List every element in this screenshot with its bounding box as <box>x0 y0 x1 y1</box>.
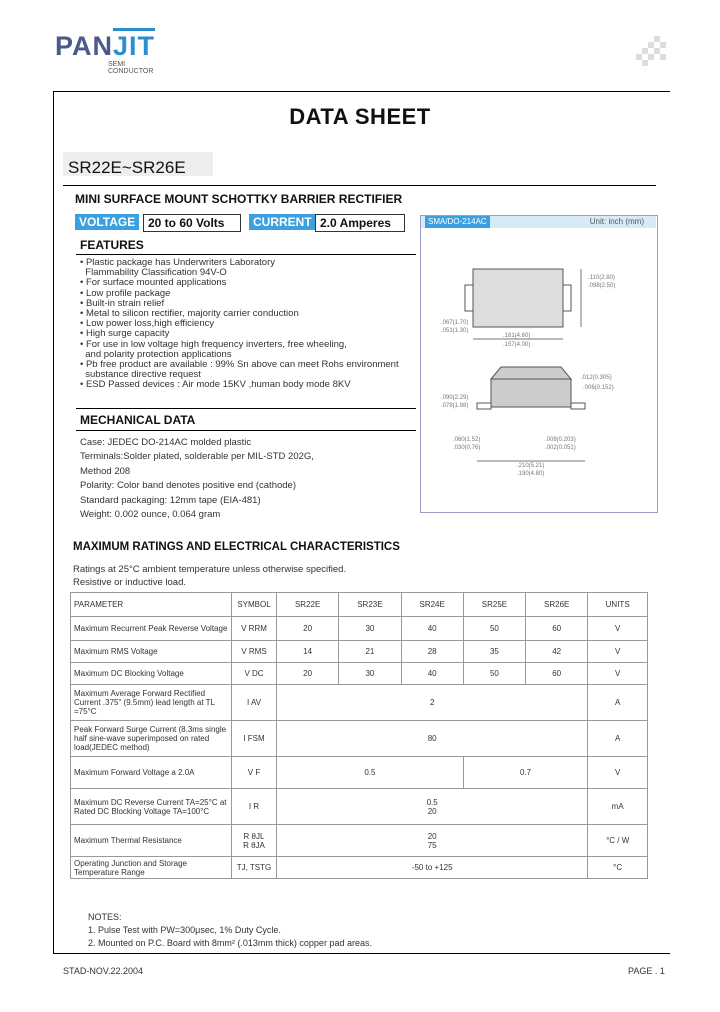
logo-sub-conductor: CONDUCTOR <box>108 68 154 75</box>
dim-label-13: .067(1.70) <box>441 320 469 326</box>
ratings-note-2: Resistive or inductive load. <box>73 577 186 588</box>
mechanical-item: Method 208 <box>80 465 131 477</box>
value-cell: 30 <box>339 617 401 641</box>
frame-left <box>53 91 54 953</box>
symbol-text: V DC <box>244 669 264 678</box>
table-row <box>71 825 648 857</box>
param-cell: Maximum RMS Voltage <box>71 641 232 663</box>
param-cell: Peak Forward Surge Current (8.3ms single half sine-wave superimposed on rated load(JEDEC method) <box>71 721 232 757</box>
ratings-note-1: Ratings at 25°C ambient temperature unless otherwise specified. <box>73 564 347 575</box>
mechanical-list <box>80 436 314 522</box>
value-text: 20 <box>427 831 437 841</box>
frame-top <box>53 91 670 92</box>
symbol-cell <box>232 641 277 663</box>
feature-item: • High surge capacity <box>80 328 170 340</box>
value-text: -50 to +125 <box>411 863 453 872</box>
dim-label-7: .008(0.203) <box>545 437 576 443</box>
dim-label-12: .098(2.50) <box>588 283 616 289</box>
mechanical-item: Weight: 0.002 ounce, 0.064 gram <box>80 509 221 521</box>
value-cell: 60 <box>526 617 588 641</box>
symbol-text: V RRM <box>241 624 267 633</box>
symbol-cell <box>232 685 277 721</box>
value-cell: 28 <box>401 641 463 663</box>
note-1: 1. Pulse Test with PW=300μsec, 1% Duty Cycle. <box>88 925 281 935</box>
table-row <box>71 685 648 721</box>
dim-label-11: .110(2.80) <box>588 275 615 281</box>
voltage-tag: VOLTAGE <box>75 214 139 230</box>
value-cell <box>277 789 588 825</box>
unit-cell: °C <box>588 857 648 879</box>
param-cell: Maximum DC Blocking Voltage <box>71 663 232 685</box>
dim-label-2: .157(4.00) <box>503 342 531 348</box>
feature-item: and polarity protection applications <box>80 348 232 360</box>
param-cell: Maximum Thermal Resistance <box>71 825 232 857</box>
value-cell: 50 <box>463 617 525 641</box>
decorative-checker <box>636 36 666 66</box>
package-name: SMA/DO-214AC <box>425 216 490 228</box>
mechanical-item: Polarity: Color band denotes positive end (cathode) <box>80 480 296 492</box>
package-side-lead-left <box>477 403 491 409</box>
series-name: SR22E~SR26E <box>68 158 186 177</box>
current-tag: CURRENT <box>249 214 316 230</box>
package-lead-left <box>465 285 473 311</box>
feature-item: • Metal to silicon rectifier, majority carrier conduction <box>80 308 299 320</box>
current-value: 2.0 Amperes <box>315 214 405 232</box>
unit-cell: V <box>588 641 648 663</box>
value-cell <box>277 825 588 857</box>
feature-item: • For surface mounted applications <box>80 277 227 289</box>
value-cell: 40 <box>401 663 463 685</box>
feature-item: • Plastic package has Underwriters Laboratory <box>80 257 276 268</box>
param-cell: Operating Junction and Storage Temperature Range <box>71 857 232 879</box>
value-cell: 60 <box>526 663 588 685</box>
value-cell: 0.7 <box>463 757 588 789</box>
unit-cell: A <box>588 721 648 757</box>
mechanical-item: Standard packaging: 12mm tape (EIA-481) <box>80 494 261 506</box>
package-header <box>421 216 656 228</box>
value-text: 80 <box>427 734 437 743</box>
symbol-text: I R <box>248 802 260 811</box>
table-header-cell: SR26E <box>526 593 588 617</box>
mech-rule-top <box>76 408 416 409</box>
table-header-cell: SR24E <box>401 593 463 617</box>
symbol-cell <box>232 757 277 789</box>
dim-label-6: .030(0.76) <box>453 445 481 451</box>
table-row <box>71 757 648 789</box>
symbol-text-2: R θJA <box>243 840 265 850</box>
table-row <box>71 721 648 757</box>
package-top-body <box>473 269 563 327</box>
feature-item: • Low profile package <box>80 287 171 299</box>
dim-label-14: .051(1.30) <box>441 328 469 334</box>
table-header-cell: SYMBOL <box>232 593 277 617</box>
dim-label-5: .060(1.52) <box>453 437 481 443</box>
param-cell: Maximum DC Reverse Current TA=25°C at Rated DC Blocking Voltage TA=100°C <box>71 789 232 825</box>
table-row <box>71 617 648 641</box>
unit-cell: V <box>588 617 648 641</box>
dim-label-9: .210(5.21) <box>517 463 545 469</box>
value-text: 2 <box>429 698 435 707</box>
mechanical-heading: MECHANICAL DATA <box>80 413 196 427</box>
table-header-cell: UNITS <box>588 593 648 617</box>
table-row <box>71 663 648 685</box>
table-header-cell: SR25E <box>463 593 525 617</box>
dim-label-4: .006(0.152) <box>583 385 614 391</box>
company-logo <box>55 31 155 62</box>
product-subtitle: MINI SURFACE MOUNT SCHOTTKY BARRIER RECTIFIER <box>75 192 403 206</box>
symbol-cell <box>232 721 277 757</box>
value-cell <box>277 857 588 879</box>
features-list <box>80 258 420 391</box>
dim-label-1: .181(4.60) <box>503 333 531 339</box>
value-cell: 35 <box>463 641 525 663</box>
feature-item: Flammability Classification 94V-O <box>80 267 227 279</box>
voltage-value: 20 to 60 Volts <box>143 214 241 232</box>
feature-item: substance directive request <box>80 369 201 381</box>
symbol-text: TJ, TSTG <box>236 863 272 872</box>
table-row <box>71 857 648 879</box>
symbol-text: V RMS <box>241 647 267 656</box>
param-cell: Maximum Forward Voltage a 2.0A <box>71 757 232 789</box>
value-text-2: 75 <box>427 840 437 850</box>
features-heading: FEATURES <box>80 238 144 252</box>
symbol-text: R θJL <box>243 831 265 841</box>
dim-label-10: .190(4.80) <box>517 471 545 477</box>
table-header-cell: PARAMETER <box>71 593 232 617</box>
divider <box>63 185 656 186</box>
value-text: 0.5 <box>426 797 438 807</box>
unit-cell: °C / W <box>588 825 648 857</box>
value-cell: 42 <box>526 641 588 663</box>
feature-item: • Low power loss,high efficiency <box>80 318 215 330</box>
table-header-row <box>71 593 648 617</box>
feature-item: • For use in low voltage high frequency inverters, free wheeling, <box>80 338 347 350</box>
notes <box>88 911 372 950</box>
mech-rule <box>76 430 416 431</box>
value-cell: 14 <box>277 641 339 663</box>
package-unit: Unit: inch (mm) <box>589 217 644 226</box>
note-2: 2. Mounted on P.C. Board with 8mm² (.013mm thick) copper pad areas. <box>88 938 372 948</box>
ratings-table <box>70 592 648 879</box>
dim-label-15: .090(2.29) <box>441 395 469 401</box>
value-cell: 21 <box>339 641 401 663</box>
package-lead-right <box>563 285 571 311</box>
page-title: DATA SHEET <box>289 104 431 129</box>
value-text-2: 20 <box>427 806 437 816</box>
table-row <box>71 641 648 663</box>
unit-cell: V <box>588 757 648 789</box>
frame-bottom <box>53 953 670 954</box>
unit-cell: A <box>588 685 648 721</box>
value-cell <box>277 721 588 757</box>
value-cell <box>277 685 588 721</box>
feature-item: • ESD Passed devices : Air mode 15KV ,human body mode 8KV <box>80 379 351 391</box>
footer-page: PAGE . 1 <box>628 966 665 976</box>
symbol-text: I FSM <box>243 734 265 743</box>
unit-cell: mA <box>588 789 648 825</box>
unit-cell: V <box>588 663 648 685</box>
feature-item: • Built-in strain relief <box>80 297 165 309</box>
table-header-cell: SR22E <box>277 593 339 617</box>
package-side-lead-right <box>571 403 585 409</box>
logo-pan: PAN <box>55 31 114 61</box>
ratings-heading: MAXIMUM RATINGS AND ELECTRICAL CHARACTERISTICS <box>73 541 400 553</box>
param-cell: Maximum Average Forward Rectified Current .375" (9.5mm) lead length at TL =75°C <box>71 685 232 721</box>
logo-jit: JIT <box>113 28 155 61</box>
value-cell: 50 <box>463 663 525 685</box>
param-cell: Maximum Recurrent Peak Reverse Voltage <box>71 617 232 641</box>
value-cell: 20 <box>277 663 339 685</box>
table-row <box>71 789 648 825</box>
symbol-text: I AV <box>246 698 262 707</box>
value-cell: 40 <box>401 617 463 641</box>
mechanical-item: Case: JEDEC DO-214AC molded plastic <box>80 437 252 448</box>
dim-label-8: .002(0.051) <box>545 445 576 451</box>
notes-heading: NOTES: <box>88 912 122 922</box>
ratings-notes <box>73 563 346 589</box>
package-drawing <box>421 229 656 511</box>
package-side-body <box>491 379 571 407</box>
value-cell: 20 <box>277 617 339 641</box>
logo-sub-semi: SEMI <box>108 61 126 68</box>
dim-label-16: .078(1.98) <box>441 403 469 409</box>
value-cell: 30 <box>339 663 401 685</box>
dim-label-3: .012(0.305) <box>581 375 612 381</box>
features-rule <box>76 254 416 255</box>
symbol-text: V F <box>247 768 261 777</box>
symbol-cell <box>232 825 277 857</box>
feature-item: • Pb free product are available : 99% Sn above can meet Rohs environment <box>80 359 399 371</box>
symbol-cell <box>232 663 277 685</box>
table-header-cell: SR23E <box>339 593 401 617</box>
value-cell: 0.5 <box>277 757 464 789</box>
mechanical-item: Terminals:Solder plated, solderable per MIL-STD 202G, <box>80 451 314 463</box>
footer-date: STAD-NOV.22.2004 <box>63 966 144 976</box>
package-side-top <box>491 367 571 379</box>
symbol-cell <box>232 617 277 641</box>
symbol-cell <box>232 857 277 879</box>
symbol-cell <box>232 789 277 825</box>
